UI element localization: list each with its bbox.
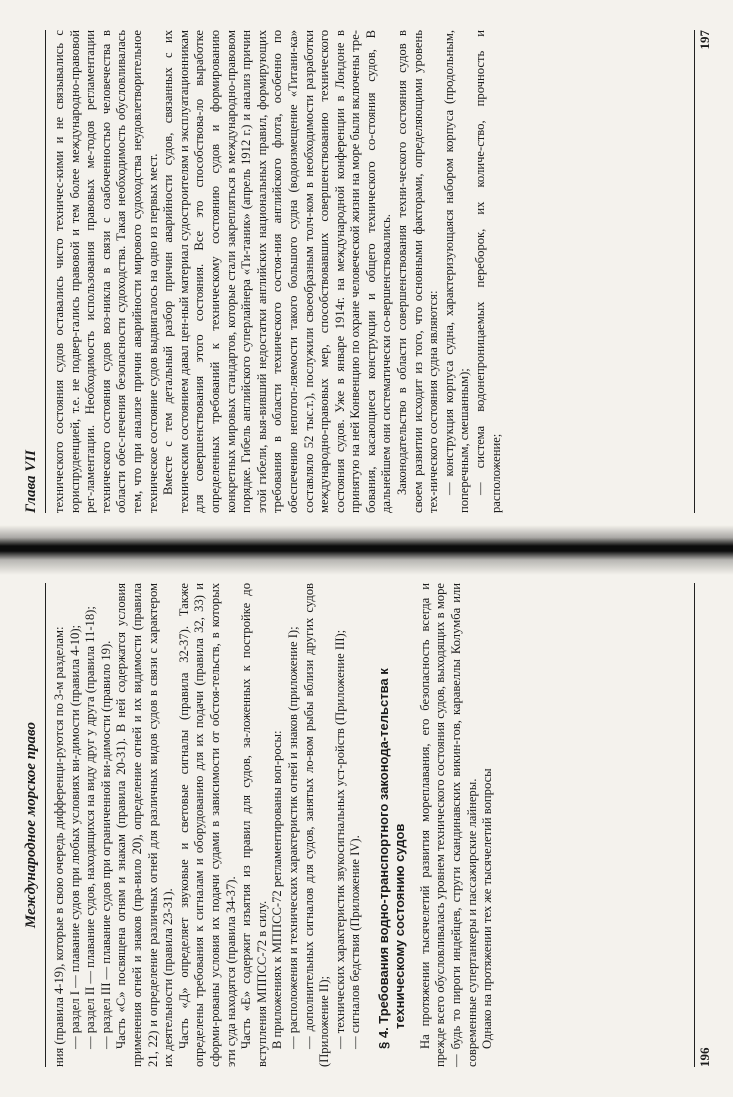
left-page-body	[52, 583, 496, 1067]
right-page	[0, 0, 733, 537]
list-item: — система водонепроницаемых переборок, их количе-ство, прочность и расположение;	[473, 30, 503, 513]
list-item: — раздел III — плавание судов при ограниченной ви-димости (правило 19).	[98, 640, 113, 1049]
list-item: — технических характеристик звукосигнальных уст-ройств (Приложение III);	[332, 629, 347, 1049]
paragraph: Часть «Е» содержит изъятия из правил для судов, за-ложенных к постройке до вступления МППСС-72 в силу.	[239, 583, 269, 1067]
section-title: § 4. Требования водно-транспортного законода-тельства к техническому состоянию судов	[375, 668, 407, 1049]
left-page	[0, 557, 733, 1097]
paragraph: На протяжении тысячелетий развития мореплавания, его безопасность всегда и прежде всего обусловливалась уровнем технического состояния судов, выходящих в море — будь то пироги индейцев, струги скандинавских викин-гов, каравеллы Колумба или современные супертанкеры и пассажирские лайнеры.	[417, 583, 479, 1067]
footer-rule-left	[694, 583, 695, 1067]
paragraph: Однако на протяжении тех же тысячелетий вопросы	[480, 768, 495, 1049]
running-head-right: Глава VII	[22, 30, 46, 513]
paragraph: технического состояния судов оставались чисто техничес-кими и не связывались с юриспруденцией, т.е. не подвер-гались правовой и тем более международно-правовой рег-ламентации. Необходимость использования правовых ме-тодов регламентации технического состояния судов воз-никла в связи с озабоченностью человечества в области обес-печения безопасности судоходства. Такая необходимость обусловливалась тем, что при анализе причин аварийности мирового судоходства неудовлетворительное техническое состояние судов выдвигалось на одно из первых мест.	[52, 30, 160, 513]
page-number-left: 196	[697, 1047, 712, 1067]
list-item: — раздел II — плавание судов, находящихся на виду друг у друга (правила 11-18);	[83, 606, 98, 1049]
page-number-right: 197	[697, 30, 712, 50]
paragraph: Вместе с тем детальный разбор причин аварийности судов, связанных с их техническим состоянием давал цен-ный материал судостроителям и эксплуатационникам для совершенствования этого состояния. Все это способствова-ло выработке определенных требований к техническому состоянию судов и формированию конкретных мировых стандартов, которые стали закрепляться в международно-правовом порядке. Гибель английского суперлайнера «Ти-таник» (апрель 1912 г.) и анализ причин этой гибели, выя-вивший недостатки английских национальных правил, формирующих требования в области технического состоя-ния английского флота, особенно по обеспечению непотоп-ляемости такого большого судна (водоизмещение «Титани-ка» составляло 52 тыс.т.), послужили своеобразным толч-ком в необходимости разработки международно-правовых мер, способствовавших совершенствованию технического состояния судов. Уже в январе 1914г. на международной конференции в Лондоне в принятую на ней Конвенцию по охране человеческой жизни на море были включены тре-бования, касающиеся конструкции и общего технического со-стояния судов, В дальнейшем они систематически со-вершенствовались.	[161, 30, 394, 513]
list-item: — конструкция корпуса судна, характеризующаяся набором корпуса (продольным, поперечным, смешанным);	[441, 30, 472, 513]
list-item: — расположения и технических характеристик огней и знаков (приложение I);	[285, 626, 300, 1049]
paragraph: Часть «С» посвящена огням и знакам (правила 20-31). В ней содержатся условия применения огней и знаков (пра-вило 20), определение огней и их видимости (правила 21, 22) и определение различных огней для различных видов судов в связи с характером их деятельности (правила 23-31).	[114, 583, 176, 1067]
paragraph: ния (правила 4-19), которые в свою очередь дифференци-руются по 3-м разделам:	[52, 626, 66, 1067]
list-item: — сигналов бедствия (Приложение IV).	[348, 835, 363, 1049]
list-item: — раздел I — плавание судов при любых условиях ви-димости (правила 4-10);	[67, 624, 82, 1049]
paragraph: В приложениях к МППСС-72 регламентированы воп-росы:	[270, 730, 285, 1049]
running-head-left: Международное морское право	[22, 583, 46, 1067]
paragraph: Часть «Д» определяет звуковые и световые сигналы (правила 32-37). Также определены требования к сигналам и оборудованию для их подачи (правила 32, 33) и сформи-рованы условия их подачи судами в зависимости от обстоя-тельств, в которых эти суда находятся (правила 34-37).	[176, 583, 238, 1067]
paragraph: Законодательство в области совершенствования техни-ческого состояния судов в своем развитии исходит из того, что основными факторами, определяющими уровень тех-нического состояния судна являются:	[395, 30, 441, 513]
right-page-body	[52, 30, 504, 513]
list-item: — дополнительных сигналов для судов, занятых ло-вом рыбы вблизи других судов (Приложение II);	[301, 583, 332, 1067]
footer-rule-right	[694, 30, 695, 513]
